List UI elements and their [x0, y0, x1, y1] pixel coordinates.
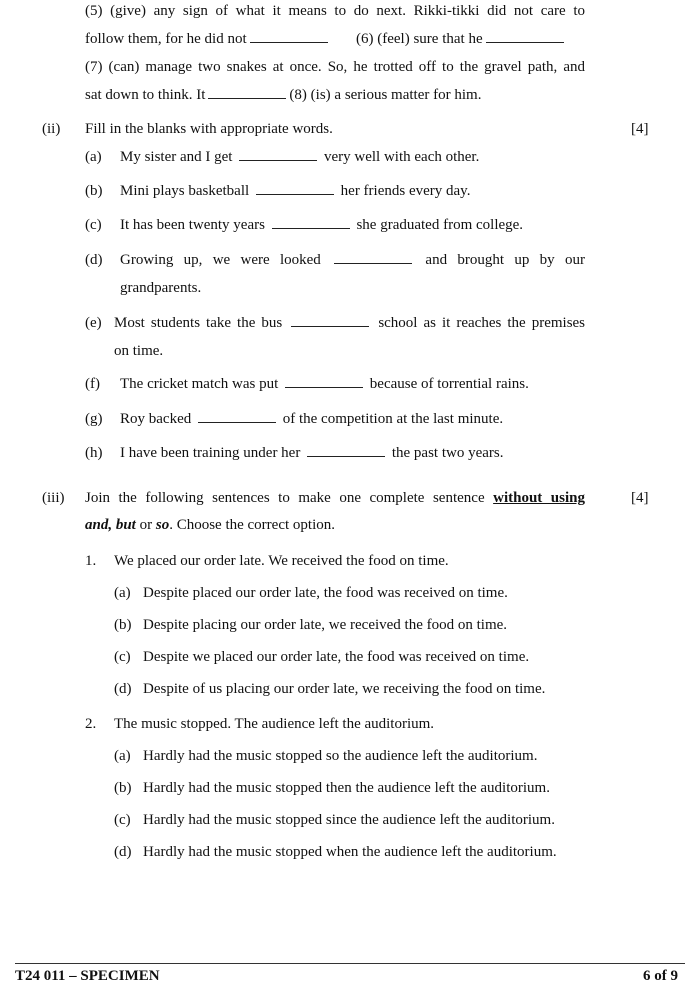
option-text: Despite we placed our order late, the food was received on time. — [143, 649, 530, 665]
fill-blank-item — [120, 181, 470, 201]
option-label: (c) — [114, 649, 131, 665]
item-text: The cricket match was put — [120, 376, 279, 392]
item-label: (e) — [85, 315, 102, 331]
option-text: Hardly had the music stopped so the audience left the auditorium. — [143, 748, 538, 764]
item-text: My sister and I get — [120, 149, 233, 165]
question-number: (iii) — [42, 490, 65, 506]
title-emphasis: without using — [493, 490, 585, 506]
answer-blank — [198, 411, 276, 423]
item-text: she graduated from college. — [356, 217, 524, 233]
option-label: (b) — [114, 780, 132, 796]
passage-line-3: (7) (can) manage two snakes at once. So, he trotted off to the gravel path, and — [85, 59, 585, 75]
fill-blank-item — [120, 215, 523, 235]
item-text: because of torrential rains. — [369, 376, 529, 392]
item-text: of the competition at the last minute. — [282, 411, 504, 427]
item-text: I have been training under her — [120, 445, 301, 461]
option-text: Hardly had the music stopped then the audience left the auditorium. — [143, 780, 550, 796]
blank-7 — [208, 87, 286, 99]
passage-text: (6) (feel) sure that he — [356, 31, 483, 47]
answer-blank — [272, 217, 350, 229]
item-text: very well with each other. — [323, 149, 480, 165]
option-text: Hardly had the music stopped when the audience left the auditorium. — [143, 844, 557, 860]
passage-line-4 — [85, 85, 481, 105]
option-label: (c) — [114, 812, 131, 828]
title-emphasis: so — [155, 517, 170, 533]
option-label: (d) — [114, 681, 132, 697]
blank-5 — [250, 31, 328, 43]
item-text: the past two years. — [391, 445, 504, 461]
item-text: Mini plays basketball — [120, 183, 250, 199]
item-text: Growing up, we were looked — [120, 252, 321, 268]
passage-text: follow them, for he did not — [85, 31, 247, 47]
fill-blank-item — [120, 443, 503, 463]
passage-line-2 — [85, 29, 331, 49]
marks-badge: [4] — [631, 121, 649, 137]
option-text: Despite placing our order late, we received the food on time. — [143, 617, 508, 633]
item-continuation: grandparents. — [120, 280, 202, 296]
item-label: (b) — [85, 183, 103, 199]
title-text: Join the following sentences to make one complete sentence — [85, 490, 485, 506]
item-text: school as it reaches the premises — [378, 315, 586, 331]
item-text: her friends every day. — [340, 183, 471, 199]
item-text: and brought up by our — [425, 252, 585, 268]
item-label: (d) — [85, 252, 103, 268]
answer-blank — [256, 183, 334, 195]
option-label: (b) — [114, 617, 132, 633]
question-number: (ii) — [42, 121, 61, 137]
marks-badge: [4] — [631, 490, 649, 506]
answer-blank — [285, 376, 363, 388]
item-label: (a) — [85, 149, 102, 165]
mcq-number: 1. — [85, 553, 97, 569]
fill-blank-item — [120, 147, 479, 167]
passage-text: (8) (is) a serious matter for him. — [289, 87, 482, 103]
answer-blank — [307, 445, 385, 457]
footer-divider — [15, 963, 685, 964]
item-label: (c) — [85, 217, 102, 233]
title-text: or — [139, 517, 153, 533]
answer-blank — [239, 149, 317, 161]
title-emphasis: and, but — [85, 517, 136, 533]
item-text: Roy backed — [120, 411, 192, 427]
mcq-number: 2. — [85, 716, 97, 732]
answer-blank — [334, 252, 412, 264]
option-text: Hardly had the music stopped since the audience left the auditorium. — [143, 812, 555, 828]
mcq-question: We placed our order late. We received the food on time. — [114, 553, 449, 569]
fill-blank-item — [120, 374, 529, 394]
footer-page-number: 6 of 9 — [643, 968, 678, 984]
title-text: . Choose the correct option. — [169, 517, 335, 533]
question-title: Fill in the blanks with appropriate words. — [85, 121, 333, 137]
item-text: It has been twenty years — [120, 217, 265, 233]
item-label: (g) — [85, 411, 103, 427]
option-label: (d) — [114, 844, 132, 860]
answer-blank — [291, 315, 369, 327]
fill-blank-item — [120, 250, 585, 270]
option-label: (a) — [114, 748, 131, 764]
item-text: Most students take the bus — [114, 315, 283, 331]
mcq-question: The music stopped. The audience left the auditorium. — [114, 716, 435, 732]
fill-blank-item — [120, 409, 503, 429]
passage-line-2b — [356, 29, 567, 49]
option-text: Despite of us placing our order late, we receiving the food on time. — [143, 681, 546, 697]
question-title-line-2 — [85, 515, 335, 535]
footer-code: T24 011 – SPECIMEN — [15, 968, 160, 984]
option-label: (a) — [114, 585, 131, 601]
question-title-line-1 — [85, 488, 585, 508]
blank-6 — [486, 31, 564, 43]
passage-text: sat down to think. It — [85, 87, 206, 103]
item-label: (f) — [85, 376, 100, 392]
fill-blank-item — [114, 313, 585, 333]
option-text: Despite placed our order late, the food was received on time. — [143, 585, 508, 601]
item-continuation: on time. — [114, 343, 164, 359]
item-label: (h) — [85, 445, 103, 461]
passage-line-1: (5) (give) any sign of what it means to do next. Rikki-tikki did not care to — [85, 3, 585, 19]
